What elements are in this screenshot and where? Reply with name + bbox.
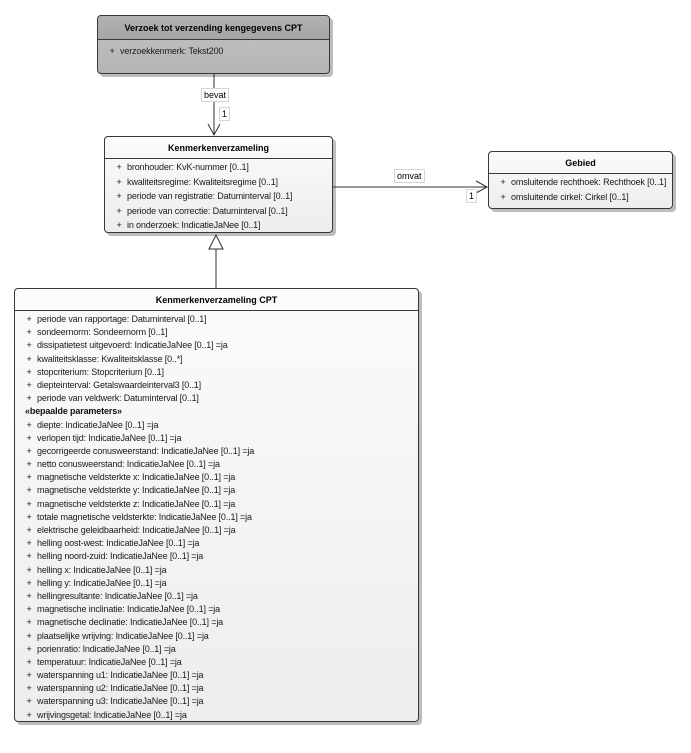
- attribute-row: [21, 367, 416, 380]
- attribute-row: [21, 631, 416, 644]
- attribute-row: [21, 551, 416, 564]
- attribute-text: kwaliteitsklasse: Kwaliteitsklasse [0..*]: [37, 353, 183, 364]
- class-title: Verzoek tot verzending kengegevens CPT: [98, 16, 329, 40]
- multiplicity-bevat: 1: [219, 107, 230, 121]
- public-visibility-icon: +: [26, 511, 32, 522]
- public-visibility-icon: +: [26, 656, 32, 667]
- attribute-row: [495, 177, 670, 192]
- attribute-text: bronhouder: KvK-nummer [0..1]: [127, 162, 249, 172]
- attributes-compartment: [105, 159, 332, 233]
- public-visibility-icon: +: [26, 525, 32, 535]
- public-visibility-icon: +: [26, 340, 32, 351]
- attribute-row: [21, 657, 416, 670]
- attribute-row: [21, 604, 416, 617]
- attribute-row: [21, 340, 416, 353]
- attribute-row: [21, 617, 416, 630]
- attribute-text: hellingresultante: IndicatieJaNee [0..1] =ja: [37, 590, 198, 601]
- public-visibility-icon: +: [116, 220, 122, 231]
- attribute-text: kwaliteitsregime: Kwaliteitsregime [0..1]: [127, 176, 278, 187]
- attribute-row: [21, 525, 416, 538]
- attribute-row: [21, 538, 416, 551]
- public-visibility-icon: +: [26, 445, 32, 456]
- attribute-row: [21, 459, 416, 472]
- attribute-row: [21, 591, 416, 604]
- public-visibility-icon: +: [500, 177, 506, 187]
- attribute-row: [21, 565, 416, 578]
- public-visibility-icon: +: [116, 205, 122, 216]
- public-visibility-icon: +: [26, 683, 32, 694]
- stereotype-heading: «bepaalde parameters»: [25, 406, 122, 417]
- class-kenmerkenverzameling: [104, 136, 333, 233]
- attribute-text: omsluitende cirkel: Cirkel [0..1]: [511, 192, 629, 202]
- public-visibility-icon: +: [26, 459, 32, 470]
- class-title: Kenmerkenverzameling: [105, 137, 332, 159]
- public-visibility-icon: +: [116, 176, 122, 187]
- attribute-text: helling noord-zuid: IndicatieJaNee [0..1] =ja: [37, 551, 204, 562]
- attribute-row: [21, 696, 416, 709]
- attribute-text: porienratio: IndicatieJaNee [0..1] =ja: [37, 643, 176, 654]
- association-label-omvat: omvat: [394, 169, 425, 183]
- multiplicity-omvat: 1: [466, 189, 477, 203]
- public-visibility-icon: +: [26, 472, 32, 483]
- attribute-row: [21, 380, 416, 393]
- class-title: Kenmerkenverzameling CPT: [15, 289, 418, 311]
- attribute-text: magnetische veldsterkte z: IndicatieJaNee [0..1] =ja: [37, 498, 236, 509]
- attribute-text: magnetische veldsterkte x: IndicatieJaNee [0..1] =ja: [37, 472, 236, 483]
- attribute-row: [21, 446, 416, 459]
- attribute-text: magnetische veldsterkte y: IndicatieJaNee [0..1] =ja: [37, 485, 236, 496]
- attribute-text: plaatselijke wrijving: IndicatieJaNee [0..1] =ja: [37, 630, 209, 641]
- attribute-text: periode van rapportage: Datuminterval [0..1]: [37, 314, 207, 324]
- attribute-text: magnetische declinatie: IndicatieJaNee [0..1] =ja: [37, 617, 224, 628]
- attribute-text: totale magnetische veldsterkte: IndicatieJaNee [0..1] =ja: [37, 511, 252, 522]
- public-visibility-icon: +: [26, 604, 32, 615]
- attribute-text: sondeernorm: Sondeernorm [0..1]: [37, 327, 168, 338]
- class-title: Gebied: [489, 152, 672, 174]
- attribute-row: [21, 420, 416, 433]
- public-visibility-icon: +: [26, 485, 32, 496]
- public-visibility-icon: +: [26, 498, 32, 509]
- public-visibility-icon: +: [26, 643, 32, 654]
- attribute-row: [21, 512, 416, 525]
- public-visibility-icon: +: [116, 162, 122, 172]
- attribute-text: dissipatietest uitgevoerd: IndicatieJaNee [0..1] =ja: [37, 340, 228, 351]
- public-visibility-icon: +: [26, 551, 32, 562]
- attribute-row: [21, 578, 416, 591]
- attribute-text: waterspanning u2: IndicatieJaNee [0..1] =ja: [37, 683, 204, 694]
- attribute-text: helling x: IndicatieJaNee [0..1] =ja: [37, 564, 167, 575]
- public-visibility-icon: +: [26, 353, 32, 364]
- attributes-compartment-params: [15, 420, 418, 723]
- public-visibility-icon: +: [26, 393, 32, 404]
- public-visibility-icon: +: [26, 327, 32, 338]
- attribute-row: [111, 177, 330, 192]
- attribute-text: verlopen tijd: IndicatieJaNee [0..1] =ja: [37, 432, 182, 443]
- attribute-text: netto conusweerstand: IndicatieJaNee [0..1] =ja: [37, 459, 220, 470]
- attribute-row: [21, 472, 416, 485]
- attribute-row: [495, 192, 670, 207]
- attribute-text: diepteinterval: Getalswaardeinterval3 [0..1]: [37, 379, 201, 390]
- class-verzoek-tot-verzending: [97, 15, 330, 74]
- attribute-text: helling y: IndicatieJaNee [0..1] =ja: [37, 577, 167, 588]
- public-visibility-icon: +: [26, 432, 32, 443]
- association-label-bevat: bevat: [201, 88, 229, 102]
- public-visibility-icon: +: [26, 564, 32, 575]
- public-visibility-icon: +: [26, 670, 32, 681]
- attribute-text: wrijvingsgetal: IndicatieJaNee [0..1] =ja: [37, 709, 187, 720]
- public-visibility-icon: +: [116, 191, 122, 202]
- attribute-text: periode van correctie: Datuminterval [0..1]: [127, 205, 288, 216]
- public-visibility-icon: +: [26, 538, 32, 549]
- attribute-row: [104, 43, 327, 61]
- attribute-row: [21, 670, 416, 683]
- public-visibility-icon: +: [500, 192, 506, 202]
- attribute-text: waterspanning u1: IndicatieJaNee [0..1] =ja: [37, 670, 204, 681]
- public-visibility-icon: +: [26, 419, 32, 430]
- public-visibility-icon: +: [26, 709, 32, 720]
- attribute-row: [111, 162, 330, 177]
- public-visibility-icon: +: [26, 696, 32, 707]
- attribute-text: gecorrigeerde conusweerstand: IndicatieJaNee [0..1] =ja: [37, 445, 255, 456]
- public-visibility-icon: +: [26, 630, 32, 641]
- attribute-row: [21, 499, 416, 512]
- public-visibility-icon: +: [26, 590, 32, 601]
- class-gebied: [488, 151, 673, 209]
- attribute-text: waterspanning u3: IndicatieJaNee [0..1] =ja: [37, 696, 204, 707]
- attribute-text: periode van registratie: Datuminterval [0..1]: [127, 191, 293, 202]
- generalization-triangle-icon: [209, 235, 223, 249]
- attribute-text: stopcriterium: Stopcriterium [0..1]: [37, 366, 164, 377]
- attribute-row: [111, 206, 330, 221]
- attribute-row: [21, 327, 416, 340]
- attribute-row: [21, 683, 416, 696]
- attribute-row: [111, 191, 330, 206]
- attribute-row: [21, 314, 416, 327]
- public-visibility-icon: +: [26, 366, 32, 377]
- attribute-text: periode van veldwerk: Datuminterval [0..1]: [37, 393, 199, 404]
- attribute-text: in onderzoek: IndicatieJaNee [0..1]: [127, 220, 261, 231]
- public-visibility-icon: +: [26, 577, 32, 588]
- public-visibility-icon: +: [26, 617, 32, 628]
- attribute-row: [21, 433, 416, 446]
- association-omvat-arrowhead-icon: [476, 181, 487, 193]
- attribute-text: helling oost-west: IndicatieJaNee [0..1] =ja: [37, 538, 200, 549]
- attribute-text: verzoekkenmerk: Tekst200: [120, 46, 224, 56]
- attribute-text: omsluitende rechthoek: Rechthoek [0..1]: [511, 177, 667, 187]
- attributes-compartment-top: [15, 311, 418, 406]
- attribute-row: [21, 485, 416, 498]
- attribute-row: [21, 393, 416, 406]
- public-visibility-icon: +: [109, 46, 115, 56]
- attributes-compartment: [98, 40, 329, 63]
- attribute-text: temperatuur: IndicatieJaNee [0..1] =ja: [37, 656, 182, 667]
- attribute-row: [21, 354, 416, 367]
- public-visibility-icon: +: [26, 379, 32, 390]
- attribute-text: elektrische geleidbaarheid: IndicatieJaNee [0..1] =ja: [37, 525, 236, 535]
- attribute-row: [21, 710, 416, 722]
- attribute-text: magnetische inclinatie: IndicatieJaNee [0..1] =ja: [37, 604, 221, 615]
- attribute-row: [21, 644, 416, 657]
- attributes-compartment: [489, 174, 672, 209]
- class-kenmerkenverzameling-cpt: [14, 288, 419, 722]
- association-bevat-arrowhead-icon: [208, 124, 220, 135]
- attribute-row: [111, 220, 330, 233]
- public-visibility-icon: +: [26, 314, 32, 324]
- attribute-text: diepte: IndicatieJaNee [0..1] =ja: [37, 419, 159, 430]
